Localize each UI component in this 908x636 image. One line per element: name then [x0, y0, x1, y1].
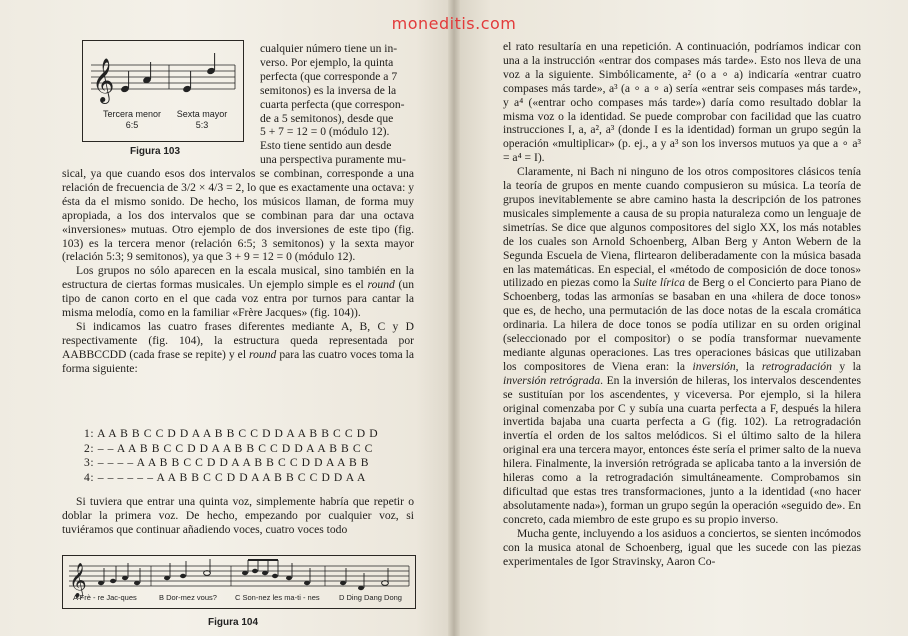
side-line: perfecta (que corresponde a 7: [260, 69, 398, 83]
text-run: Si indicamos las cuatro frases diferentes mediante A, B, C y D respectivamente (fig. 104), la estructura queda representada por AABBCCDD (cada frase se repite) y el: [62, 319, 414, 361]
figure-103-left-label: [99, 109, 165, 131]
text-emphasis: round: [367, 278, 395, 292]
left-paragraph-1: sical, ya que cuando esos dos intervalos se combinan, corresponde a una relación de frecuencia de 3/2 × 4/3 = 2, lo que es exactamente una octava: y ésta da el mismo sonido. De hecho, los músicos llaman, de forma muy apropiada, a los dos intervalos que se combinan para dar una octava «inversiones» mutuas. Otro ejemplo de dos inversiones de este tipo (fig. 103) es la tercera menor (relación 6:5; 3 semitonos) y la sexta mayor (relación 5:3; 9 semitonos), ya que 3 + 9 = 12 = 0 (módulo 12).: [62, 167, 414, 264]
svg-text:𝄞: 𝄞: [92, 58, 115, 102]
sequence-line: 1: A A B B C C D D A A B B C C D D A A B B C C D D: [84, 427, 379, 440]
left-interval-name: Tercera menor: [102, 109, 162, 119]
figure-104-caption: Figura 104: [208, 617, 259, 628]
side-line: de a 5 semitonos), desde que: [260, 111, 394, 125]
right-paragraph-2: [503, 165, 861, 527]
side-line: una perspectiva puramente mu-: [260, 153, 406, 167]
figure-103-right-label: [169, 109, 235, 131]
figure-104-label-d: D Ding Dang Dong: [339, 593, 402, 602]
figure-104-label-c: C Son-nez les ma-ti - nes: [235, 593, 320, 602]
figure-103-caption: Figura 103: [130, 146, 181, 157]
svg-text:𝄞: 𝄞: [69, 563, 87, 598]
left-main-text: [62, 167, 414, 376]
text-emphasis: inversión: [692, 359, 736, 373]
sequence-line: 3: – – – – A A B B C C D D A A B B C C D D A A B B: [84, 456, 370, 470]
left-paragraph-3: [62, 320, 414, 376]
text-run: y la: [831, 359, 861, 373]
text-emphasis: round: [249, 347, 277, 361]
text-run: . En la inversión de hileras, los intervalos descendentes se sustituían por los ascendentes, y viceversa. Por ejemplo, si la hilera original comenzaba por C y subía una cuarta perfecta a F, después la hilera invertida bajaba una cuarta perfecta a G (fig. 102). La retrogradación invertía el orden de los saltos melódicos. Si el último salto de la hilera original era una tercera mayor, entonces éste sería el primer salto de la nueva hilera. Finalmente, la inversión retrógrada se aplicaba tanto a la inversión de hileras como a la retrogradación simultáneamente. Comprobamos sin dificultad que estas tres transformaciones, junto a la identidad («no hacer absolutamente nada»), forman un grupo según la operación «seguido de». En concreto, cada miembro de este grupo es su propio inverso.: [503, 373, 862, 526]
text-run: Los grupos no sólo aparecen en la escala musical, sino también en la estructura de ciertas formas musicales. Un ejemplo simple es el: [62, 264, 414, 292]
right-interval-ratio: 5:3: [195, 120, 209, 130]
text-run: , la: [735, 359, 762, 373]
figure-104-label-b: B Dor-mez vous?: [159, 593, 217, 602]
figure-104: [62, 555, 416, 609]
text-run: (un tipo de canon corto en el que cada voz entra por turnos para cantar la misma melodía, como en la familiar «Frère Jacques» (fig. 104)).: [62, 278, 415, 320]
sequence-line: 4: – – – – – – A A B B C C D D A A B B C C D D A A: [84, 470, 366, 484]
text-run: Claramente, ni Bach ni ninguno de los otros compositores clásicos tenía la teoría de grupos en mente cuando compusieron su música. La teoría de grupos inevitablemente se abre camino hasta la descripción de los patrones musicales simplemente a causa de su propia naturaleza como un lenguaje de simetrías. Se dice que algunos compositores del siglo XX, los más notables de los cuales son Arnold Schoenberg, Alban Berg y Anton Webern de la Segunda Escuela de Viena, flirtearon deliberadamente con la música basada en las matemáticas. En especial, el «método de composición de doce tonos» utilizado en piezas como la: [503, 165, 861, 290]
right-main-text: [503, 40, 861, 568]
figure-104-label-a: A Frè - re Jac-ques: [73, 593, 137, 602]
text-emphasis: Suite lírica: [633, 276, 686, 290]
text-run: de Berg o el Concierto para Piano de Schoenberg, todas las armonías se basaban en una «hilera de doce tonos» que es, de hecho, una permutación de las doce notas de la escala cromática ordinaria. La hilera de doce tonos se podía utilizar en su orden original (seleccionado por el compositor) o se podía transformar nuevamente mediante algunas operaciones. Las tres operaciones básicas que utilizaban los compositores de Viena eran: la: [503, 276, 862, 373]
right-paragraph-3: Mucha gente, incluyendo a los asiduos a conciertos, se sienten incómodos con la musica atonal de Schoenberg, igual que les sucede con las piezas experimentales de Igor Stravinsky, Aaron Co-: [503, 526, 861, 568]
right-interval-name: Sexta mayor: [176, 109, 228, 119]
text-run: para las cuatro voces toma la forma siguiente:: [62, 347, 415, 375]
round-sequences: [84, 427, 414, 485]
side-line: 5 + 7 = 12 = 0 (módulo 12).: [260, 125, 390, 139]
text-emphasis: inversión retrógrada: [503, 373, 601, 387]
left-interval-ratio: 6:5: [125, 120, 139, 130]
left-paragraph-4: Si tuviera que entrar una quinta voz, simplemente habría que repetir o doblar la primera voz. De hecho, empezando por cualquier voz, si tuviéramos que continuar añadiendo voces, cuatro voces todo: [62, 495, 414, 536]
side-line: cuarta perfecta (que correspon-: [260, 97, 405, 111]
side-line: Esto tiene sentido aun desde: [260, 139, 392, 153]
side-line: cualquier número tiene un in-: [260, 42, 398, 55]
book-gutter: [448, 0, 460, 636]
text-emphasis: retrogradación: [761, 359, 832, 373]
left-side-column: [260, 42, 414, 167]
side-line: verso. Por ejemplo, la quinta: [260, 55, 394, 69]
side-line: semitonos) es la inversa de la: [260, 83, 397, 97]
figure-103: [82, 40, 244, 142]
right-paragraph-1: el rato resultaría en una repetición. A continuación, podríamos indicar con una a la instrucción «entrar dos compases más tarde». Esto nos lleva de una voz a la siguiente. Simbólicamente, a² (o a ∘ a) indicaría «entrar cuatro compases más tarde», a³ (a ∘ a ∘ a) sería «entrar seis compases más tarde», y a⁴ («entrar ocho compases más tarde») daría como resultado doblar la misma voz o la identidad. Se puede comprobar con facilidad que las cuatro instrucciones I, a, a², a³ (donde I es la identidad) forman un grupo según la operación «multiplicar» (p. ej., a y a³ son los inversos mutuos ya que a ∘ a³ = a⁴ = I).: [503, 40, 861, 165]
left-paragraph-2: [62, 264, 414, 320]
watermark: moneditis.com: [391, 14, 517, 33]
sequence-line: 2: – – A A B B C C D D A A B B C C D D A A B B C C: [84, 441, 374, 455]
